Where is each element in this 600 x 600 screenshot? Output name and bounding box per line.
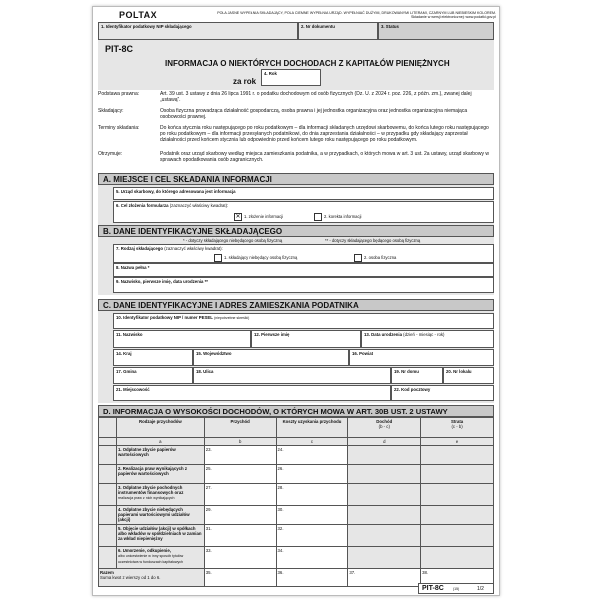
- row-spacer: [99, 465, 117, 484]
- option-osoba-fizyczna[interactable]: [354, 254, 396, 262]
- info-text-podstawa: Art. 39 ust. 3 ustawy z dnia 26 lipca 1991 r. o podatku dochodowym od osób fizycznych (Dz. U. z 2024 r. poz. 226, z późn. zm.), zwanej dalej „ustawą”.: [160, 91, 472, 103]
- row-koszty-input[interactable]: 30.: [276, 506, 348, 525]
- urzad-skarbowy-input[interactable]: [113, 187, 494, 200]
- note-person: ** - dotyczy składającego będącego osobą fizyczną: [325, 238, 421, 243]
- col-header-strata: Strata (c - b): [421, 418, 494, 438]
- nazwa-pelna-input[interactable]: [113, 263, 494, 277]
- wojewodztwo-input[interactable]: [193, 349, 349, 366]
- row-label-cell: 6. Umorzenie, odkupienie, albo unicestwienie w inny sposób tytułów uczestnictwa w funduszach kapitałowych: [116, 547, 204, 569]
- row-przychod-input[interactable]: 25.: [204, 465, 276, 484]
- letter-b: b: [204, 438, 276, 446]
- footer-code: PIT-8C: [422, 585, 444, 592]
- field-9-label: 9. Nazwisko, pierwsze imię, data urodzenia **: [116, 279, 208, 284]
- row-spacer: [99, 446, 117, 465]
- form-title: INFORMACJA O NIEKTÓRYCH DOCHODACH Z KAPITAŁÓW PIENIĘŻNYCH: [165, 59, 450, 68]
- imie-input[interactable]: [251, 330, 361, 348]
- option-niebedacy-label: 1. składający niebędący osobą fizyczną: [224, 255, 298, 261]
- option-korekta-label: 2. korekta informacji: [324, 214, 362, 220]
- za-rok-label: za rok: [233, 77, 257, 86]
- section-b-header: B. DANE IDENTYFIKACYJNE SKŁADAJĄCEGO: [98, 225, 494, 237]
- nr-lokalu-input[interactable]: [443, 367, 494, 384]
- letter-cell-blank: [99, 438, 117, 446]
- field-5-label: 5. Urząd skarbowy, do którego adresowana jest informacja: [116, 189, 236, 194]
- footer-page: 1/2: [477, 586, 484, 592]
- option-niebedacy[interactable]: [214, 254, 297, 262]
- table-letters-row: [99, 438, 494, 446]
- field-22-label: 22. Kod pocztowy: [394, 387, 431, 392]
- cel-zlozenia-field: [113, 201, 494, 223]
- option-zlozenie-label: 1. złożenie informacji: [244, 214, 284, 220]
- row-label-cell: 2. Realizacja praw wynikających z papierów wartościowych: [116, 465, 204, 484]
- row-koszty-input[interactable]: 24.: [276, 446, 348, 465]
- checkbox-icon[interactable]: [314, 213, 322, 221]
- field-12-label: 12. Pierwsze imię: [254, 332, 290, 337]
- field-8-label: 8. Nazwa pełna *: [116, 265, 150, 270]
- field-7-hint: (zaznaczyć właściwy kwadrat):: [164, 246, 223, 251]
- table-row: [99, 484, 494, 506]
- col-header-rodzaje: Rodzaje przychodów: [116, 418, 204, 438]
- row-spacer: [99, 547, 117, 569]
- field-nip-skladajacego: [98, 22, 298, 40]
- field-6-hint: (zaznaczyć właściwy kwadrat):: [169, 203, 229, 208]
- info-text-skladajacy: Osoba fizyczna prowadząca działalność gospodarczą, osoba prawna i jej jednostka organizacyjna oraz jednostka organizacyjna niemająca osobowości prawnej.: [160, 108, 468, 120]
- checkbox-icon[interactable]: [214, 254, 222, 262]
- kraj-input[interactable]: [113, 349, 193, 366]
- field-20-label: 20. Nr lokalu: [446, 369, 472, 374]
- col-header-przychod: Przychód: [204, 418, 276, 438]
- form-page: [92, 6, 500, 596]
- info-label-otrzymuje: Otrzymuje:: [98, 151, 123, 157]
- powiat-input[interactable]: [349, 349, 494, 366]
- field-15-label: 15. Województwo: [196, 351, 232, 356]
- header-notice-line2: Składanie w wersji elektronicznej: www.podatki.gov.pl: [410, 15, 496, 20]
- field-4-label: 4. Rok: [264, 71, 277, 76]
- field-10-label: 10. Identyfikator podatkowy NIP / numer PESEL: [116, 315, 213, 320]
- option-korekta[interactable]: [314, 213, 361, 221]
- row-koszty-input[interactable]: 34.: [276, 547, 348, 569]
- row-spacer: [99, 525, 117, 547]
- info-label-skladajacy: Składający:: [98, 108, 124, 114]
- info-label-podstawa: Podstawa prawna:: [98, 91, 140, 97]
- row-koszty-input[interactable]: 26.: [276, 465, 348, 484]
- section-c-header: C. DANE IDENTYFIKACYJNE I ADRES ZAMIESZKANIA PODATNIKA: [98, 299, 494, 311]
- table-header-row: [99, 418, 494, 438]
- field-17-label: 17. Gmina: [116, 369, 137, 374]
- field-14-label: 14. Kraj: [116, 351, 132, 356]
- row-koszty-input[interactable]: 28.: [276, 484, 348, 506]
- field-18-label: 18. Ulica: [196, 369, 214, 374]
- row-przychod-input[interactable]: 33.: [204, 547, 276, 569]
- rodzaj-skladajacego-field: [113, 244, 494, 263]
- sum-label-cell: Razem Suma kwot z wierszy od 1 do 6.: [99, 569, 205, 587]
- row-dochod-disabled: [348, 525, 421, 547]
- row-koszty-input[interactable]: 32.: [276, 525, 348, 547]
- row-label-cell: 4. Odpłatne zbycie niebędących papierami wartościowymi udziałów (akcji): [116, 506, 204, 525]
- col-header-dochod: Dochód (b - c): [348, 418, 421, 438]
- field-21-label: 21. Miejscowość: [116, 387, 150, 392]
- row-strata-disabled: [421, 525, 494, 547]
- section-d-header: D. INFORMACJA O WYSOKOŚCI DOCHODÓW, O KTÓRYCH MOWA W ART. 30B UST. 2 USTAWY: [98, 405, 494, 417]
- section-a-header: A. MIEJSCE I CEL SKŁADANIA INFORMACJI: [98, 173, 494, 185]
- brand-logo: POLTAX: [119, 10, 158, 20]
- nazwisko-imie-data-input[interactable]: [113, 277, 494, 293]
- kod-pocztowy-input[interactable]: [391, 385, 494, 401]
- row-strata-disabled: [421, 484, 494, 506]
- miejscowosc-input[interactable]: [113, 385, 391, 401]
- letter-c: c: [276, 438, 348, 446]
- info-text-terminy: Do końca stycznia roku następującego po roku podatkowym – dla informacji składanych urzędowi skarbowemu, do końca lutego roku następującego po roku podatkowym – dla informacji przesyłanych podatnikowi, do dnia zaprzestania działalności – w przypadku gdy składający zaprzestał działalności przed końcem stycznia lub odpowiednio przed końcem lutego roku następującego po roku podatkowym.: [160, 125, 489, 143]
- field-19-label: 19. Nr domu: [394, 369, 419, 374]
- field-13-hint: (dzień - miesiąc - rok): [403, 332, 445, 337]
- year-input[interactable]: [261, 69, 321, 86]
- row-spacer: [99, 506, 117, 525]
- row-dochod-disabled: [348, 506, 421, 525]
- checkbox-icon[interactable]: [354, 254, 362, 262]
- row-przychod-input[interactable]: 31.: [204, 525, 276, 547]
- ulica-input[interactable]: [193, 367, 391, 384]
- row-dochod-disabled: [348, 547, 421, 569]
- field-nr-dokumentu: [298, 22, 378, 40]
- footer-version: (15): [453, 587, 460, 591]
- letter-d: d: [348, 438, 421, 446]
- table-row: [99, 465, 494, 484]
- row-strata-disabled: [421, 506, 494, 525]
- field-1-label: 1. Identyfikator podatkowy NIP składającego: [101, 24, 192, 29]
- sum-przychod-input[interactable]: 35.: [204, 569, 276, 587]
- row-przychod-input[interactable]: 29.: [204, 506, 276, 525]
- field-2-label: 2. Nr dokumentu: [301, 24, 335, 29]
- field-3-label: 3. Status: [381, 24, 399, 29]
- field-6-label: 6. Cel złożenia formularza: [116, 203, 169, 208]
- footer-badge: [418, 583, 494, 594]
- row-strata-disabled: [421, 465, 494, 484]
- letter-e: e: [421, 438, 494, 446]
- row-przychod-input[interactable]: 23.: [204, 446, 276, 465]
- form-code: PIT-8C: [105, 44, 134, 54]
- table-corner: [99, 418, 117, 438]
- option-zlozenie[interactable]: [234, 213, 283, 221]
- option-osoba-fizyczna-label: 2. osoba fizyczna: [364, 255, 397, 261]
- info-text-otrzymuje: Podatnik oraz urząd skarbowy według miejsca zamieszkania podatnika, a w przypadkach, o których mowa w art. 3 ust. 2a ustawy, urząd skarbowy w sprawach opodatkowania osób zagranicznych.: [160, 151, 489, 163]
- field-status: [378, 22, 494, 40]
- nazwisko-input[interactable]: [113, 330, 251, 348]
- info-label-terminy: Terminy składania:: [98, 125, 140, 131]
- sum-strata-input[interactable]: 38.: [421, 569, 494, 587]
- checkbox-checked-icon[interactable]: [234, 213, 242, 221]
- field-13-label: 13. Data urodzenia: [364, 332, 402, 337]
- row-przychod-input[interactable]: 27.: [204, 484, 276, 506]
- header-notice-line1: POLA JASNE WYPEŁNIA SKŁADAJĄCY, POLA CIEMNE WYPEŁNIA URZĄD. WYPEŁNIAĆ DUŻYMI, DRUKOWANYMI LITERAMI, CZARNYM LUB NIEBIESKIM KOLOREM.: [217, 11, 496, 15]
- field-16-label: 16. Powiat: [352, 351, 374, 356]
- table-row: [99, 506, 494, 525]
- table-row: [99, 446, 494, 465]
- row-dochod-disabled: [348, 446, 421, 465]
- data-urodzenia-input[interactable]: [361, 330, 494, 348]
- nip-pesel-input[interactable]: [113, 313, 494, 329]
- field-10-hint: (niepotrzebne skreślić): [214, 316, 250, 320]
- field-7-label: 7. Rodzaj składającego: [116, 246, 164, 251]
- col-header-koszty: Koszty uzyskania przychodu: [276, 418, 348, 438]
- note-nonperson: * - dotyczy składającego niebędącego osobą fizyczną: [183, 238, 283, 243]
- row-label-cell: 3. Odpłatne zbycie pochodnych instrumentów finansowych oraz realizacja praw z nich wynikających: [116, 484, 204, 506]
- row-strata-disabled: [421, 446, 494, 465]
- row-strata-disabled: [421, 547, 494, 569]
- sum-dochod-input[interactable]: 37.: [348, 569, 421, 587]
- nr-domu-input[interactable]: [391, 367, 443, 384]
- sum-koszty-input[interactable]: 36.: [276, 569, 348, 587]
- field-11-label: 11. Nazwisko: [116, 332, 143, 337]
- row-label-cell: 5. Objęcie udziałów (akcji) w spółkach albo wkładów w spółdzielniach w zamian za wkład niepieniężny: [116, 525, 204, 547]
- row-label-cell: 1. Odpłatne zbycie papierów wartościowych: [116, 446, 204, 465]
- row-dochod-disabled: [348, 484, 421, 506]
- income-table: [98, 417, 494, 587]
- header-notice: [188, 11, 496, 20]
- gmina-input[interactable]: [113, 367, 193, 384]
- letter-a: a: [116, 438, 204, 446]
- table-row: [99, 525, 494, 547]
- row-spacer: [99, 484, 117, 506]
- table-row: [99, 547, 494, 569]
- row-dochod-disabled: [348, 465, 421, 484]
